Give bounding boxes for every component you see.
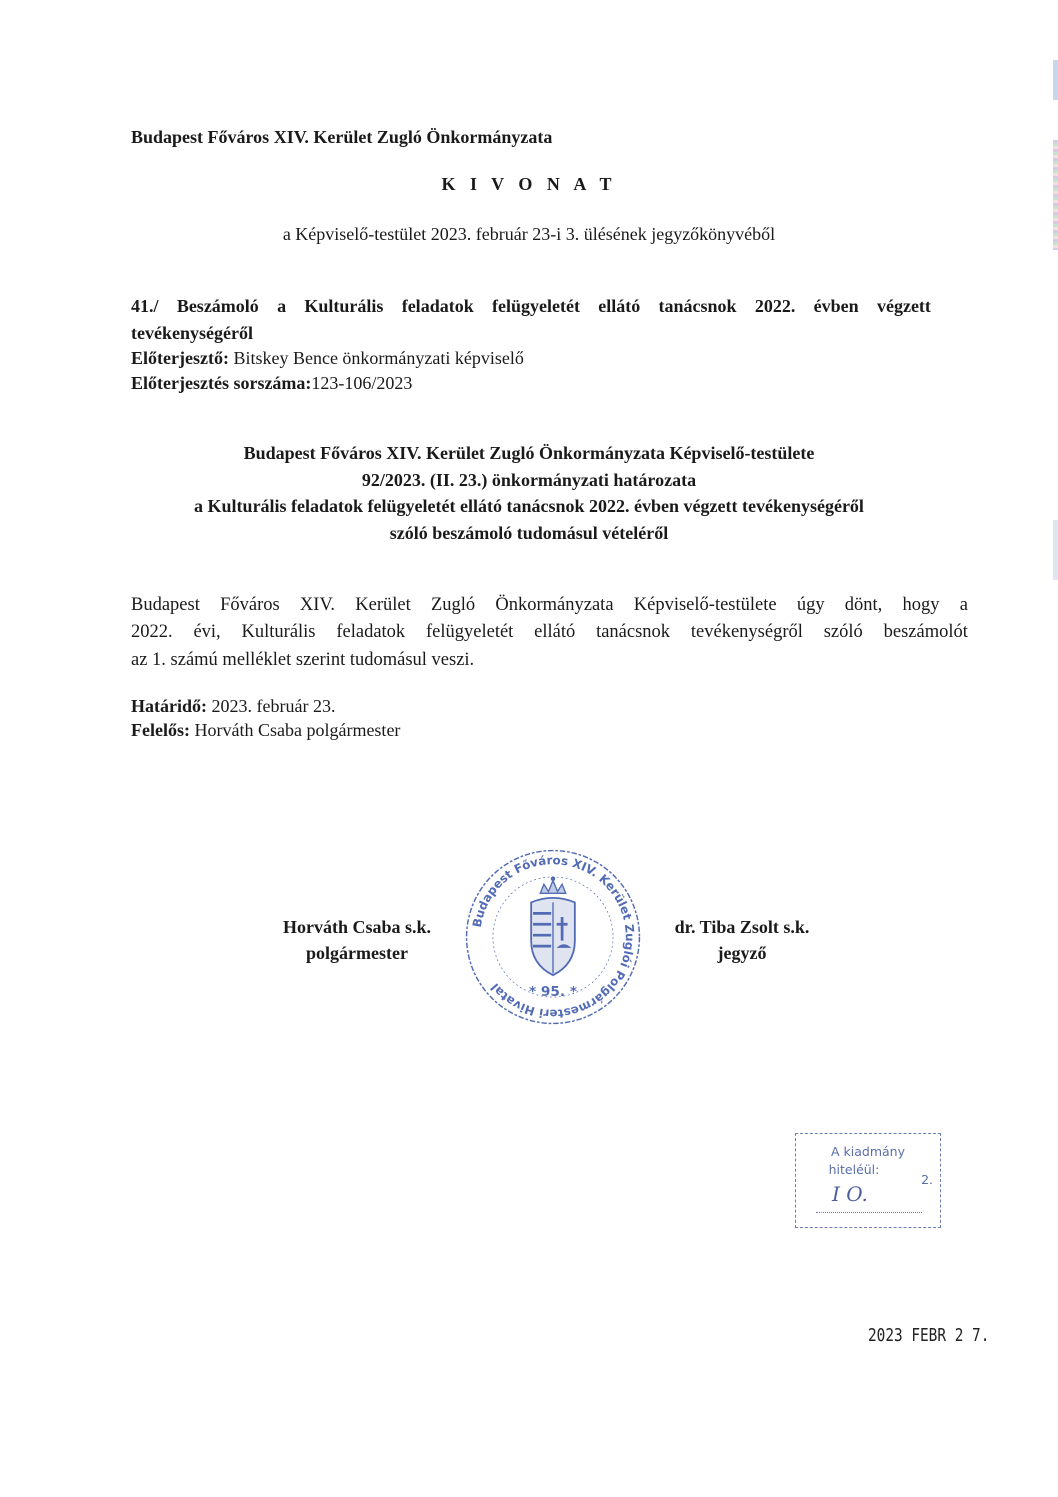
- stamp-handwritten-initials: I O.: [832, 1182, 868, 1206]
- agenda-item-title-word: 41./: [131, 296, 159, 316]
- deadline-label: Határidő:: [131, 696, 207, 716]
- resolution-body-word: feladatok: [336, 622, 406, 642]
- agenda-item-title-word: Kulturális: [304, 296, 384, 316]
- resolution-body-word: a: [959, 595, 968, 615]
- resolution-body-word: Kulturális: [241, 622, 316, 642]
- deadline-value: 2023. február 23.: [211, 696, 336, 716]
- agenda-item-title-word: felügyeletét: [492, 296, 580, 316]
- agenda-item-title-word: feladatok: [401, 296, 474, 316]
- resolution-body-word: ellátó: [534, 622, 576, 642]
- resolution-body-word: 2022.: [131, 622, 173, 642]
- responsible-label: Felelős:: [131, 720, 190, 740]
- resolution-body-word: XIV.: [299, 595, 336, 615]
- resolution-body-word: Főváros: [220, 595, 280, 615]
- coat-of-arms-icon: [531, 876, 575, 975]
- mayor-signature-title: polgármester: [306, 943, 408, 963]
- resolution-body-word: tanácsnok: [596, 622, 671, 642]
- agenda-item-title-word: végzett: [876, 296, 931, 316]
- agenda-item-title-word: a: [277, 296, 287, 316]
- resolution-heading-line: szóló beszámoló tudomásul vételéről: [389, 523, 669, 543]
- resolution-body-word: Budapest: [131, 595, 200, 615]
- stamp-line-authentic: hiteléül:: [828, 1162, 880, 1177]
- official-seal-stamp: [462, 846, 644, 1028]
- resolution-body-word: dönt,: [844, 595, 883, 615]
- agenda-item-title-word: Beszámoló: [176, 296, 259, 316]
- certification-stamp: [795, 1133, 941, 1228]
- resolution-body-line: [131, 622, 968, 643]
- resolution-body-word: beszámolót: [883, 622, 968, 642]
- resolution-number: 92/2023. (II. 23.) önkormányzati határozata: [361, 470, 697, 490]
- stamp-signature-line: [816, 1212, 922, 1213]
- notary-signature-name: dr. Tiba Zsolt s.k.: [674, 917, 810, 937]
- resolution-heading-line: a Kulturális feladatok felügyeletét ellátó tanácsnok 2022. évben végzett tevékenységéről: [194, 496, 864, 516]
- resolution-body-line: [131, 595, 968, 616]
- mayor-signature-name: Horváth Csaba s.k.: [282, 917, 432, 937]
- presenter-label: Előterjesztő:: [131, 348, 229, 368]
- responsible-row: [131, 720, 400, 741]
- agenda-item-title-word: évben: [813, 296, 859, 316]
- resolution-body-word: évi,: [193, 622, 221, 642]
- resolution-body-word: Önkormányzata: [495, 595, 614, 615]
- submission-number-label: Előterjesztés sorszáma:: [131, 373, 312, 393]
- resolution-body-line: az 1. számú melléklet szerint tudomásul veszi.: [131, 650, 475, 670]
- seal-number: * 95. *: [529, 984, 577, 1001]
- agenda-item-title-word: tanácsnok: [658, 296, 737, 316]
- document-type-title: K I V O N A T: [441, 174, 617, 194]
- document-subtitle: a Képviselő-testület 2023. február 23-i 3. ülésének jegyzőkönyvéből: [282, 224, 776, 244]
- resolution-body-word: Kerület: [355, 595, 411, 615]
- resolution-body-word: szóló: [823, 622, 863, 642]
- stamp-line-copy: A kiadmány: [831, 1144, 905, 1159]
- received-date-stamp: 2023 FEBR 2 7.: [868, 1325, 990, 1346]
- notary-signature-title: jegyző: [717, 943, 767, 963]
- scan-edge-artifact: [1053, 60, 1058, 100]
- organization-header: Budapest Főváros XIV. Kerület Zugló Önkormányzata: [131, 127, 553, 147]
- resolution-body-word: hogy: [902, 595, 940, 615]
- seal-ring-text: Budapest Főváros XIV. Kerület Zuglói Polgármesteri Hivatal: [469, 853, 637, 1021]
- resolution-body-word: Zugló: [430, 595, 476, 615]
- resolution-body-word: felügyeletét: [426, 622, 514, 642]
- agenda-item-title-word: ellátó: [598, 296, 641, 316]
- agenda-item-title-word: 2022.: [754, 296, 796, 316]
- deadline-row: [131, 696, 335, 717]
- scan-edge-artifact: [1053, 520, 1058, 580]
- stamp-copy-count: 2.: [921, 1172, 933, 1187]
- agenda-item-title-continued: tevékenységéről: [131, 323, 253, 343]
- scan-edge-artifact: [1053, 140, 1058, 250]
- resolution-body-word: Képviselő-testülete: [633, 595, 777, 615]
- agenda-item-title: [131, 296, 931, 317]
- presenter-row: [131, 348, 524, 369]
- submission-number-value: 123-106/2023: [311, 373, 413, 393]
- responsible-value: Horváth Csaba polgármester: [194, 720, 401, 740]
- resolution-body-word: tevékenységről: [690, 622, 803, 642]
- submission-number-row: [131, 373, 412, 394]
- presenter-value: Bitskey Bence önkormányzati képviselő: [233, 348, 524, 368]
- resolution-heading-line: Budapest Főváros XIV. Kerület Zugló Önkormányzata Képviselő-testülete: [243, 443, 815, 463]
- resolution-body-word: úgy: [796, 595, 825, 615]
